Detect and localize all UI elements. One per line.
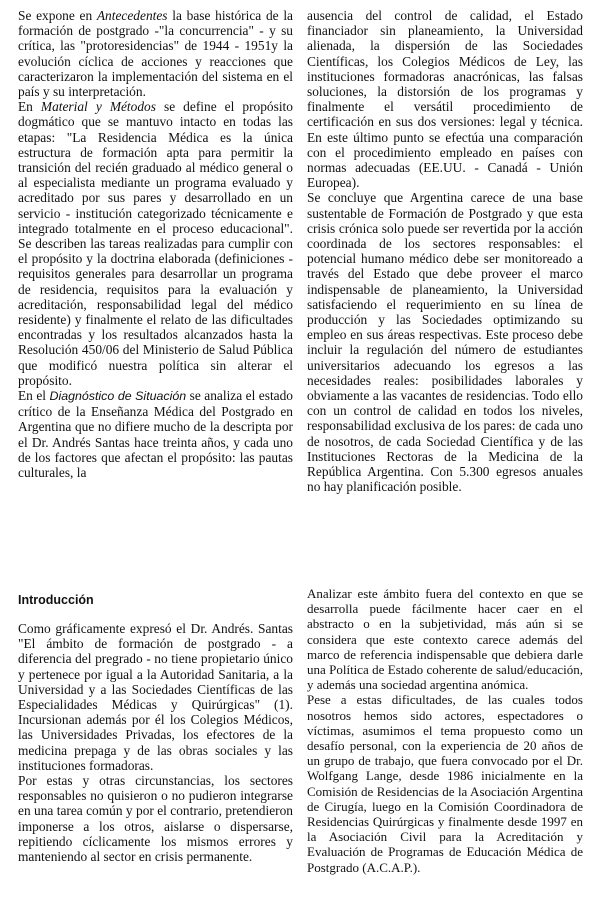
- intro-paragraph-3: Analizar este ámbito fuera del contexto en que se desarrolla puede fácilmente hacer caer en el abstracto o en la subjetividad, más aún si se considera que este contexto carece además del marco de referencia indispensable que debiera darle una Política de Estado coherente de salud/educación, y además una sociedad argentina anómica.: [307, 586, 583, 693]
- material-metodos-term: Material y Métodos: [40, 99, 156, 115]
- antecedentes-term: Antecedentes: [96, 8, 168, 23]
- analysis-paragraph: ausencia del control de calidad, el Estado financiador sin planeamiento, la Universidad alienada, la dispersión de las Sociedades Científicas, los Colegios Médicos de Ley, las instituciones formadoras anacrónicas, las falsas soluciones, la distorsión de los programas y finalmente el versátil procedimiento de certificación en sus dos versiones: legal y técnica. En este último punto se efectúa una comparación con el procedimiento empleado en países con normas adecuadas (EE.UU. - Canadá - Unión Europea).: [307, 8, 583, 191]
- intro-paragraph-4: Pese a estas dificultades, de las cuales todos nosotros hemos sido actores, espectadores o víctimas, asumimos el tema propuesto como un desafío personal, con la experiencia de 20 años de un grupo de trabajo, que fuera convocado por el Dr. Wolfgang Lange, desde 1986 inicialmente en la Comisión de Residencias de la Asociación Argentina de Cirugía, luego en la Comisión Coordinadora de Residencias Quirúrgicas y finalmente desde 1997 en la Asociación Civil para la Acreditación y Evaluación de Programas de Educación Médica de Postgrado (A.C.A.P.).: [307, 692, 583, 875]
- diagnostico-paragraph: En el Diagnóstico de Situación se analiza el estado crítico de la Enseñanza Médica del Postgrado en Argentina que no difiere mucho de la descripta por el Dr. Andrés Santas hace treinta años, y cada uno de los factores que afectan el propósito: las pautas culturales, la: [18, 388, 294, 481]
- conclusion-paragraph: Se concluye que Argentina carece de una base sustentable de Formación de Postgrado y que esta crisis crónica solo puede ser revertida por la acción coordinada de los sectores responsables: el potencial humano médico debe ser monitoreado a través del Estado que debe proveer el marco indispensable de planeamiento, la Universidad satisfaciendo el requerimiento en su línea de producción y las Sociedades optimizando su empleo en sus áreas respectivas. Este proceso debe incluir la regulación del número de estudiantes universitarios adecuando los egresos a las necesidades reales: posibilidades laborales y obviamente a las vacantes de residencias. Todo ello con un control de calidad en todos los niveles, responsabilidad exclusiva de los pares: de cada uno de nosotros, de cada Sociedad Científica y de las Instituciones Rectoras de la Medicina de la República Argentina. Con 5.300 egresos anuales no hay planificación posible.: [307, 190, 583, 495]
- upper-right-column: [307, 8, 583, 495]
- diagnostico-term: Diagnóstico de Situación: [49, 389, 187, 404]
- antecedentes-paragraph: Se expone en Antecedentes la base histórica de la formación de postgrado -"la concurrencia" - y su crítica, las "protoresidencias" de 1944 - 1951y la evolución cíclica de acciones y reacciones que caracterizaron la implementación del sistema en el país y su interpretación.: [18, 8, 293, 100]
- lower-left-column: [18, 621, 293, 864]
- intro-paragraph-2: Por estas y otras circunstancias, los sectores responsables no quisieron o no pudieron integrarse en una tarea común y por el contrario, pretendieron imponerse a los otros, aislarse o dispersarse, repitiendo cíclicamente los mismos errores y manteniendo al sector en crisis permanente.: [18, 773, 293, 865]
- upper-left-column: [18, 8, 293, 480]
- lower-right-column: [307, 586, 583, 875]
- section-heading: Introducción: [18, 593, 94, 607]
- intro-paragraph-1: Como gráficamente expresó el Dr. Andrés. Santas "El ámbito de formación de postgrado - a diferencia del pregrado - no tiene propietario único y pertenece por igual a la Autoridad Sanitaria, a la Universidad y a las Sociedades Científicas de las Especialidades Médicas y Quirúrgicas" (1). Incursionan además por él los Colegios Médicos, las Universidades Privadas, los efectores de la medicina prepaga y de las obras sociales y las instituciones formadoras.: [18, 621, 293, 773]
- material-metodos-paragraph: En Material y Métodos se define el propósito dogmático que se mantuvo intacto en todas las etapas: "La Residencia Médica es la única estructura de formación apta para permitir la transición del recién graduado al médico general o al especialista mediante un programa evaluado y acreditado por sus pares y desarrollado en un servicio - institución categorizado técnicamente e integrado totalmente en el proceso educacional". Se describen las tareas realizadas para cumplir con el propósito y la doctrina elaborada (definiciones - requisitos generales para desarrollar un programa de residencia, requisitos para la evaluación y acreditación, responsabilidad legal del médico residente) y finalmente el relato de las dificultades encontradas y los resultados alcanzados hasta la Resolución 450/06 del Ministerio de Salud Pública que modificó nuestra política sin alterar el propósito.: [18, 99, 293, 388]
